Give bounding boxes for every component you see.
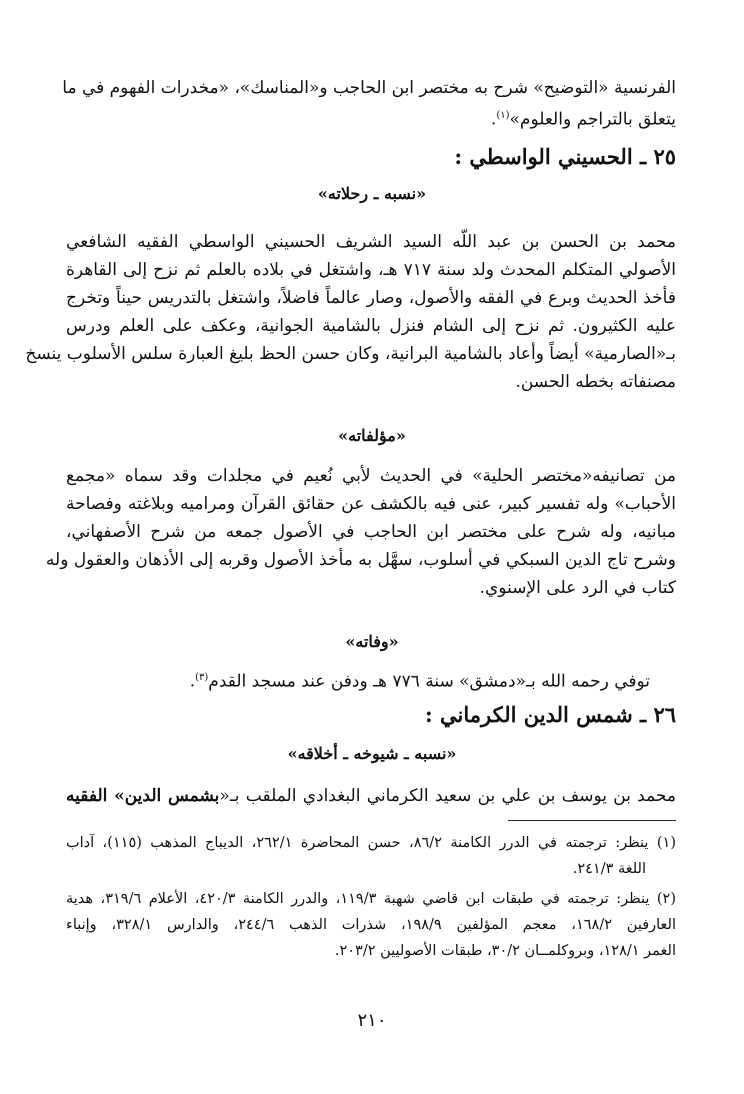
intro-paragraph (62, 74, 676, 134)
text-span: يتعلق بالتراجم والعلوم» (509, 109, 676, 130)
entry-26-paragraph (66, 782, 676, 810)
entry-25-paragraph-works (45, 462, 676, 602)
entry-25-subheading-works: «مؤلفاته» (338, 426, 406, 445)
text-line: محمد بن الحسن بن عبد اللّه السيد الشريف الحسيني الواسطي الفقيه الشافعي (66, 232, 676, 252)
text-line: (١) ينظر: ترجمته في الدرر الكامنة ٨٦/٢، حسن المحاضرة ٢٦٢/١، الديباج المذهب (١١٥)، آداب (66, 835, 676, 851)
text-line (66, 782, 676, 810)
text-line: فأخذ الحديث وبرع في الفقه والأصول، وصار عالماً فاضلاً، واشتغل بالتدريس حيناً وتخرج (66, 288, 676, 308)
entry-25-paragraph-death (66, 664, 676, 696)
text-line: الأحباب» وله تفسير كبير، عنى فيه بالكشف عن حقائق القرآن ومراميه وبلاغته وفصاحة (66, 494, 676, 514)
text-span: محمد بن يوسف بن علي بن سعيد الكرماني البغدادي الملقب بـ« (219, 786, 676, 806)
text-line: من تصانيفه«مختصر الحلية» في الحديث لأبي نُعيم في مجلدات وقد سماه «مجمع (66, 466, 676, 486)
text-line (66, 664, 676, 696)
entry-26-subheading: «نسبه ـ شيوخه ـ أخلاقه» (287, 744, 457, 763)
text-line: الفرنسية «التوضيح» شرح به مختصر ابن الحاجب و«المناسك»، «مخدرات الفهوم في ما (62, 78, 676, 98)
entry-25-paragraph-biography (25, 228, 676, 396)
text-line: اللغة ٢٤١/٣. (572, 861, 646, 877)
text-line (66, 102, 676, 134)
entry-25-heading: ٢٥ ـ الحسيني الواسطي : (454, 144, 676, 169)
text-span: . (490, 109, 497, 130)
footnote-1 (66, 830, 676, 882)
text-line: عليه الكثيرون. ثم نزح إلى الشام فنزل بالشامية الجوانية، وعكف على العلم ودرس (66, 316, 676, 336)
text-line: العارفين ١٦٨/٢، معجم المؤلفين ١٩٨/٩، شذرات الذهب ٢٤٤/٦، والدارس ٣٢٨/١، وإنباء (66, 917, 676, 933)
footnote-ref: (١) (496, 110, 510, 121)
text-line: الأصولي المتكلم المحدث ولد سنة ٧١٧ هـ، واشتغل في بلاده بالعلم ثم نزح إلى القاهرة (66, 260, 676, 280)
entry-26-heading: ٢٦ ـ شمس الدين الكرماني : (424, 702, 676, 727)
bold-span: بشمس الدين» الفقيه (66, 786, 220, 806)
footnote-separator (508, 820, 676, 821)
text-line: وشرح تاج الدين السبكي في أسلوب، سهَّل به مأخذ الأصول وقربه إلى الأذهان والعقول وله (45, 550, 676, 570)
text-line: مبانيه، وله شرح على مختصر ابن الحاجب في الأصول جمعه من شرح الأصفهاني، (66, 522, 676, 542)
text-span: توفي رحمه الله بـ«دمشق» سنة ٧٧٦ هـ ودفن عند مسجد القدم (208, 671, 650, 692)
footnote-2 (66, 886, 676, 964)
text-line: كتاب في الرد على الإسنوي. (479, 578, 676, 598)
text-line: بـ«الصارمية» أيضاً وأعاد بالشامية البرانية، وكان حسن الحظ بليغ العبارة سلس الأسلوب ينسخ (25, 344, 676, 364)
text-line: الغمر ١٢٨/١، وبروكلمــان ٣٠/٢، طبقات الأصوليين ٢٠٣/٢. (334, 943, 676, 959)
page-number: ٢١٠ (357, 1010, 387, 1031)
text-span: . (189, 671, 196, 692)
text-line: (٢) ينظر: ترجمته في طبقات ابن قاضي شهبة ١١٩/٣، والدرر الكامنة ٤٢٠/٣، الأعلام ٣١٩/٦، هدية (66, 891, 676, 907)
text-line: مصنفاته بخطه الحسن. (515, 372, 676, 392)
footnote-ref: (٣) (195, 672, 209, 683)
entry-25-subheading-death: «وفاته» (345, 632, 399, 651)
entry-25-subheading-lineage: «نسبه ـ رحلاته» (317, 184, 427, 203)
